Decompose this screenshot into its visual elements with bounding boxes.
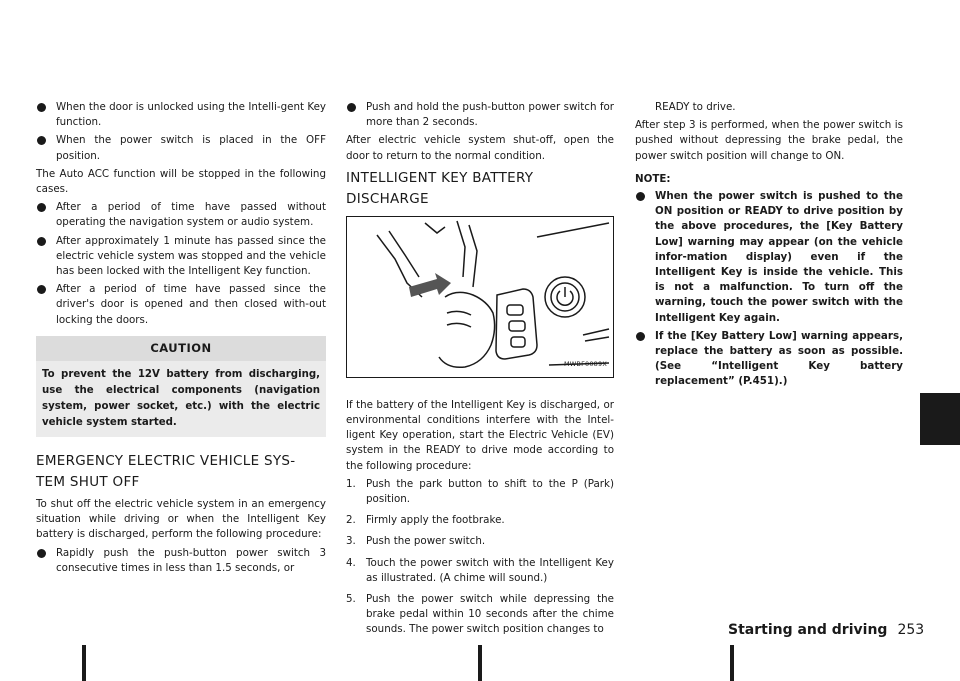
column-2 bbox=[346, 100, 614, 644]
bullet-icon bbox=[37, 136, 46, 145]
bullet-icon bbox=[37, 237, 46, 246]
after-shutoff-paragraph: After electric vehicle system shut-off, open the door to return to the normal condition. bbox=[346, 134, 614, 162]
list-item: When the power switch is pushed to the ON position or READY to drive position by the above procedures, the [Key Battery Low] warning may appear (on the vehicle infor-mation display) even if the Intelligent Key is inside the vehicle. This is not a malfunction. To turn off the warning, touch the power switch with the Intelligent Key again. bbox=[635, 189, 903, 326]
list-item: When the power switch is placed in the OFF position. bbox=[36, 133, 326, 163]
list-item: After a period of time have passed since the driver's door is opened and then closed with-out locking the doors. bbox=[36, 282, 326, 328]
bullet-icon bbox=[37, 203, 46, 212]
battery-discharge-heading: INTELLIGENT KEY BATTERY DISCHARGE bbox=[346, 169, 534, 207]
crop-bar bbox=[730, 645, 734, 681]
bullet-icon bbox=[37, 285, 46, 294]
list-item: 2. Firmly apply the footbrake. bbox=[346, 514, 505, 527]
column-1 bbox=[36, 100, 326, 579]
list-item: 5. Push the power switch while depressing the brake pedal within 10 seconds after the chime sounds. The power switch position changes to bbox=[346, 593, 614, 636]
bullet-icon bbox=[636, 332, 645, 341]
note-label: NOTE: bbox=[635, 172, 671, 185]
list-item: Rapidly push the push-button power switch 3 consecutive times in less than 1.5 seconds, or bbox=[36, 546, 326, 576]
key-illustration bbox=[346, 216, 614, 378]
ready-text: READY to drive. bbox=[655, 101, 736, 113]
key-illustration-drawing bbox=[347, 217, 613, 377]
list-item: 4. Touch the power switch with the Intelligent Key as illustrated. (A chime will sound.) bbox=[346, 556, 614, 584]
chapter-tab bbox=[920, 393, 960, 445]
list-item: After a period of time have passed without operating the navigation system or audio system. bbox=[36, 200, 326, 230]
bullet-icon bbox=[37, 103, 46, 112]
page-footer bbox=[728, 622, 924, 638]
bullet-icon bbox=[347, 103, 356, 112]
battery-paragraph: If the battery of the Intelligent Key is discharged, or environmental conditions interfere with the Intel-ligent Key operation, start the Electric Vehicle (EV) system in the READY to drive mode according to the following procedure: bbox=[346, 398, 614, 472]
bullet-icon bbox=[636, 192, 645, 201]
emergency-paragraph: To shut off the electric vehicle system in an emergency situation while driving or when the Intelligent Key battery is discharged, perform the following procedure: bbox=[36, 498, 326, 541]
auto-acc-paragraph: The Auto ACC function will be stopped in the following cases. bbox=[36, 167, 326, 196]
list-item: If the [Key Battery Low] warning appears, replace the battery as soon as possible. (See “Intelligent Key battery replacement” (P.451).) bbox=[635, 329, 903, 390]
figure-caption: MWBF0089X bbox=[563, 359, 607, 368]
page-number: 253 bbox=[897, 622, 925, 638]
list-item: 1. Push the park button to shift to the P (Park) position. bbox=[346, 477, 614, 506]
list-item: 3. Push the power switch. bbox=[346, 535, 486, 548]
section-title: Starting and driving bbox=[728, 622, 888, 638]
column-3 bbox=[635, 100, 903, 393]
after-step3-paragraph: After step 3 is performed, when the power switch is pushed without depressing the brake pedal, the power switch position will change to ON. bbox=[635, 119, 903, 162]
emergency-heading: EMERGENCY ELECTRIC VEHICLE SYS- TEM SHUT OFF bbox=[36, 453, 296, 491]
caution-box bbox=[36, 336, 326, 437]
crop-bar bbox=[478, 645, 482, 681]
list-item: When the door is unlocked using the Intelli-gent Key function. bbox=[36, 100, 326, 130]
bullet-icon bbox=[37, 549, 46, 558]
list-item: Push and hold the push-button power switch for more than 2 seconds. bbox=[346, 100, 614, 130]
list-item: After approximately 1 minute has passed since the electric vehicle system was stopped and the vehicle has been locked with the Intelligent Key function. bbox=[36, 234, 326, 280]
crop-bar bbox=[82, 645, 86, 681]
caution-text: To prevent the 12V battery from discharging, use the electrical components (navigation system, power socket, etc.) with the electric vehicle system started. bbox=[42, 369, 320, 429]
caution-title: CAUTION bbox=[36, 336, 326, 361]
